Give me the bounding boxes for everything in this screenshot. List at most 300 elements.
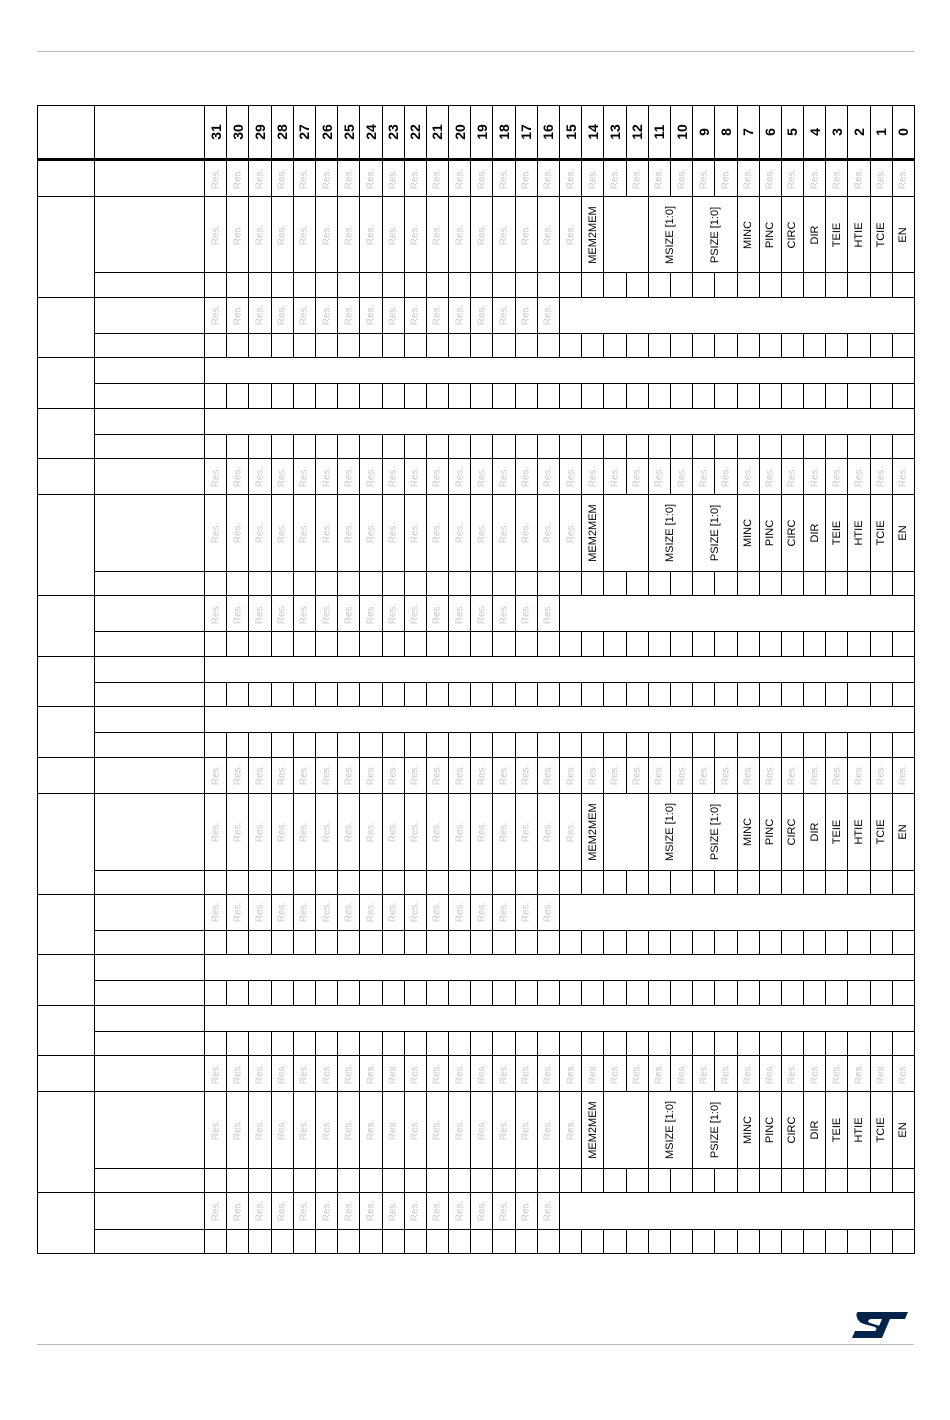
reset-value-cell bbox=[781, 682, 803, 706]
register-name-cell bbox=[95, 358, 205, 384]
field-en: EN bbox=[892, 793, 914, 870]
bit-header-31: 31 bbox=[205, 106, 227, 160]
reserved-bit-cell: Res. bbox=[315, 160, 337, 196]
reserved-bit-cell: Res. bbox=[870, 160, 892, 196]
reserved-bit-cell: Res. bbox=[249, 1193, 271, 1229]
field-address bbox=[205, 408, 915, 434]
reset-value-cell bbox=[493, 931, 515, 955]
reserved-bit-cell: Res. bbox=[205, 793, 227, 870]
reserved-bit-cell: Res. bbox=[449, 196, 471, 273]
reset-value-cell bbox=[515, 273, 537, 297]
reserved-bit-cell: Res. bbox=[604, 459, 626, 495]
bit-header-9: 9 bbox=[693, 106, 715, 160]
register-name-cell bbox=[95, 955, 205, 981]
field-dir: DIR bbox=[804, 495, 826, 572]
reserved-bit-cell: Res. bbox=[249, 495, 271, 572]
reserved-bit-cell: Res. bbox=[560, 1092, 582, 1169]
reserved-bit-cell: Res. bbox=[426, 1056, 448, 1092]
reserved-bit-cell: Res. bbox=[382, 160, 404, 196]
reset-value-cell bbox=[715, 273, 737, 297]
reset-value-cell bbox=[515, 1031, 537, 1055]
reset-value-cell bbox=[848, 682, 870, 706]
reserved-bit-cell: Res. bbox=[848, 1056, 870, 1092]
reset-value-cell bbox=[515, 632, 537, 656]
field-circ: CIRC bbox=[781, 793, 803, 870]
reset-value-cell bbox=[759, 384, 781, 408]
bit-header-22: 22 bbox=[404, 106, 426, 160]
reserved-bit-cell: Res. bbox=[382, 1056, 404, 1092]
reset-value-cell bbox=[848, 1229, 870, 1253]
reserved-bit-cell: Res. bbox=[870, 757, 892, 793]
reserved-bit-cell: Res. bbox=[404, 894, 426, 930]
reset-value-cell bbox=[360, 571, 382, 595]
reset-value-cell bbox=[471, 981, 493, 1005]
reserved-bit-cell: Res. bbox=[293, 160, 315, 196]
reset-value-cell bbox=[737, 571, 759, 595]
reset-value-cell bbox=[338, 682, 360, 706]
reset-value-cell bbox=[471, 682, 493, 706]
reset-value-cell bbox=[892, 733, 914, 757]
reset-value-cell bbox=[271, 1169, 293, 1193]
reserved-bit-cell: Res. bbox=[293, 1193, 315, 1229]
reset-value-cell bbox=[293, 682, 315, 706]
reset-value-cell bbox=[271, 682, 293, 706]
reset-value-cell bbox=[804, 1169, 826, 1193]
field-tcie: TCIE bbox=[870, 793, 892, 870]
reserved-bit-cell: Res. bbox=[493, 596, 515, 632]
reset-value-cell bbox=[360, 434, 382, 458]
reset-value-cell bbox=[271, 1031, 293, 1055]
reset-value-cell bbox=[360, 1031, 382, 1055]
reserved-bit-cell: Res. bbox=[537, 596, 559, 632]
reserved-bit-cell: Res. bbox=[759, 160, 781, 196]
reserved-bit-cell: Res. bbox=[848, 459, 870, 495]
reset-value-cell bbox=[404, 273, 426, 297]
reset-value-cell bbox=[870, 682, 892, 706]
reserved-bit-cell: Res. bbox=[293, 1092, 315, 1169]
reset-value-cell bbox=[626, 733, 648, 757]
reset-value-cell bbox=[737, 384, 759, 408]
reset-value-cell bbox=[249, 870, 271, 894]
reserved-bit-cell: Res. bbox=[449, 596, 471, 632]
bit-header-25: 25 bbox=[338, 106, 360, 160]
reset-value-cell bbox=[781, 870, 803, 894]
offset-cell bbox=[38, 408, 95, 458]
reset-value-cell bbox=[737, 1031, 759, 1055]
reserved-bit-cell: Res. bbox=[537, 459, 559, 495]
reset-value-cell bbox=[493, 870, 515, 894]
reserved-bit-cell: Res. bbox=[870, 1056, 892, 1092]
reset-value-cell bbox=[293, 870, 315, 894]
reset-value-cell bbox=[626, 682, 648, 706]
reserved-bit-cell: Res. bbox=[227, 894, 249, 930]
reset-value-cell bbox=[648, 870, 670, 894]
reserved-bit-cell: Res. bbox=[382, 894, 404, 930]
reset-value-cell bbox=[626, 333, 648, 357]
reset-value-cell bbox=[227, 1169, 249, 1193]
reset-value-cell bbox=[648, 273, 670, 297]
register-name-cell bbox=[95, 495, 205, 572]
reset-value-cell bbox=[382, 273, 404, 297]
reserved-bit-cell: Res. bbox=[449, 160, 471, 196]
reserved-bit-cell: Res. bbox=[892, 1056, 914, 1092]
field-address bbox=[205, 656, 915, 682]
reset-value-cell bbox=[205, 273, 227, 297]
reset-value-cell bbox=[715, 682, 737, 706]
reserved-bit-cell: Res. bbox=[426, 1092, 448, 1169]
reset-value-cell bbox=[582, 273, 604, 297]
reset-value-cell bbox=[604, 632, 626, 656]
reset-value-cell bbox=[382, 1031, 404, 1055]
reset-value-cell bbox=[515, 981, 537, 1005]
reset-value-cell bbox=[560, 333, 582, 357]
reserved-bit-cell: Res. bbox=[493, 894, 515, 930]
reset-value-cell bbox=[737, 870, 759, 894]
reserved-bit-cell: Res. bbox=[360, 1193, 382, 1229]
reset-value-cell bbox=[471, 273, 493, 297]
reset-value-cell bbox=[360, 1169, 382, 1193]
reserved-bit-cell: Res. bbox=[315, 793, 337, 870]
reserved-bit-cell: Res. bbox=[293, 596, 315, 632]
reset-value-cell bbox=[404, 1169, 426, 1193]
reset-value-cell bbox=[715, 931, 737, 955]
reserved-bit-cell: Res. bbox=[205, 160, 227, 196]
reserved-bit-cell: Res. bbox=[626, 160, 648, 196]
bit-header-3: 3 bbox=[826, 106, 848, 160]
field-teie: TEIE bbox=[826, 196, 848, 273]
reset-value-cell bbox=[205, 931, 227, 955]
reset-value-cell bbox=[205, 733, 227, 757]
reserved-bit-cell: Res. bbox=[804, 1056, 826, 1092]
reset-value-cell bbox=[626, 981, 648, 1005]
reserved-bit-cell: Res. bbox=[471, 1092, 493, 1169]
reset-value-cell bbox=[449, 571, 471, 595]
bit-header-5: 5 bbox=[781, 106, 803, 160]
reset-value-cell bbox=[404, 733, 426, 757]
reserved-bit-cell: Res. bbox=[781, 160, 803, 196]
reset-value-cell bbox=[715, 571, 737, 595]
reset-value-cell bbox=[227, 981, 249, 1005]
reset-value-cell bbox=[315, 273, 337, 297]
reserved-bit-cell: Res. bbox=[271, 459, 293, 495]
reset-value-cell bbox=[249, 931, 271, 955]
reset-value-cell bbox=[249, 682, 271, 706]
reserved-bit-cell: Res. bbox=[892, 459, 914, 495]
reserved-bit-cell: Res. bbox=[515, 297, 537, 333]
offset-cell bbox=[38, 1056, 95, 1092]
reserved-bit-cell: Res. bbox=[648, 459, 670, 495]
reset-value-cell bbox=[205, 434, 227, 458]
reserved-bit-cell: Res. bbox=[449, 1193, 471, 1229]
bit-header-0: 0 bbox=[892, 106, 914, 160]
field-psize: PSIZE [1:0] bbox=[693, 495, 737, 572]
reset-value-cell bbox=[715, 384, 737, 408]
field-address bbox=[205, 955, 915, 981]
reset-value-cell bbox=[382, 981, 404, 1005]
reset-value-cell bbox=[759, 1229, 781, 1253]
field-address bbox=[205, 358, 915, 384]
reset-value-cell bbox=[604, 1229, 626, 1253]
reset-value-cell bbox=[693, 981, 715, 1005]
reset-value-cell bbox=[648, 931, 670, 955]
reserved-bit-cell: Res. bbox=[293, 459, 315, 495]
reset-value-cell bbox=[804, 434, 826, 458]
reserved-bit-cell: Res. bbox=[515, 894, 537, 930]
reset-value-cell bbox=[293, 434, 315, 458]
reset-value-cell bbox=[315, 434, 337, 458]
reset-value-cell bbox=[648, 434, 670, 458]
register-name-cell bbox=[95, 1005, 205, 1031]
reserved-bit-cell: Res. bbox=[360, 459, 382, 495]
reset-value-cell bbox=[205, 870, 227, 894]
reset-value-cell bbox=[804, 632, 826, 656]
reset-value-cell bbox=[249, 1229, 271, 1253]
reserved-bit-cell: Res. bbox=[338, 793, 360, 870]
reserved-bit-cell: Res. bbox=[493, 793, 515, 870]
reserved-bit-cell: Res. bbox=[271, 1056, 293, 1092]
reset-value-cell bbox=[515, 571, 537, 595]
reset-value-cell bbox=[404, 931, 426, 955]
reserved-bit-cell: Res. bbox=[471, 793, 493, 870]
reserved-bit-cell: Res. bbox=[715, 1056, 737, 1092]
register-name-cell bbox=[95, 1193, 205, 1229]
reset-value-cell bbox=[804, 273, 826, 297]
bit-header-6: 6 bbox=[759, 106, 781, 160]
reserved-bit-cell: Res. bbox=[715, 160, 737, 196]
reset-value-cell bbox=[804, 571, 826, 595]
reset-value-cell bbox=[515, 1169, 537, 1193]
offset-cell bbox=[38, 1193, 95, 1254]
reset-value-cell bbox=[670, 733, 692, 757]
reserved-bit-cell: Res. bbox=[537, 297, 559, 333]
reset-value-cell bbox=[205, 333, 227, 357]
reset-value-cell bbox=[515, 333, 537, 357]
reset-value-cell bbox=[249, 333, 271, 357]
reset-value-cell bbox=[781, 931, 803, 955]
reset-value-cell bbox=[493, 333, 515, 357]
reset-value-cell bbox=[537, 434, 559, 458]
reserved-bit-cell: Res. bbox=[293, 793, 315, 870]
reset-value-cell bbox=[737, 682, 759, 706]
reset-value-cell bbox=[515, 384, 537, 408]
reset-value-cell bbox=[493, 682, 515, 706]
reset-value-cell bbox=[804, 682, 826, 706]
reset-value-cell bbox=[249, 1169, 271, 1193]
reset-value-cell bbox=[515, 733, 537, 757]
reset-value-cell bbox=[493, 733, 515, 757]
field-mem2mem: MEM2MEM bbox=[582, 196, 604, 273]
reset-value-cell bbox=[560, 870, 582, 894]
reserved-bit-cell: Res. bbox=[271, 894, 293, 930]
reset-value-cell bbox=[471, 1229, 493, 1253]
reset-value-cell bbox=[848, 1031, 870, 1055]
reset-value-cell bbox=[471, 870, 493, 894]
reset-value-cell bbox=[670, 434, 692, 458]
reserved-bit-cell: Res. bbox=[804, 160, 826, 196]
reset-value-cell bbox=[826, 1229, 848, 1253]
reserved-bit-cell: Res. bbox=[205, 297, 227, 333]
reset-value-cell bbox=[205, 1169, 227, 1193]
reserved-bit-cell: Res. bbox=[338, 1193, 360, 1229]
offset-header bbox=[38, 106, 95, 160]
field-en: EN bbox=[892, 1092, 914, 1169]
bit-header-10: 10 bbox=[670, 106, 692, 160]
reset-value-cell bbox=[693, 682, 715, 706]
reset-value-cell bbox=[493, 1031, 515, 1055]
reset-label-cell bbox=[95, 931, 205, 955]
reset-value-cell bbox=[471, 1031, 493, 1055]
reset-value-cell bbox=[737, 931, 759, 955]
reset-value-cell bbox=[870, 1031, 892, 1055]
reset-value-cell bbox=[582, 384, 604, 408]
field-en: EN bbox=[892, 196, 914, 273]
reset-value-cell bbox=[205, 981, 227, 1005]
reset-value-cell bbox=[870, 931, 892, 955]
reserved-bit-cell: Res. bbox=[892, 160, 914, 196]
reset-value-cell bbox=[493, 1169, 515, 1193]
reserved-bit-cell: Res. bbox=[382, 196, 404, 273]
reset-value-cell bbox=[781, 981, 803, 1005]
reserved-bit-cell: Res. bbox=[338, 1092, 360, 1169]
reserved-bit-cell: Res. bbox=[404, 160, 426, 196]
reset-value-cell bbox=[715, 1169, 737, 1193]
reset-value-cell bbox=[537, 981, 559, 1005]
reserved-bit-cell: Res. bbox=[360, 894, 382, 930]
reset-value-cell bbox=[781, 434, 803, 458]
reset-value-cell bbox=[826, 273, 848, 297]
reset-value-cell bbox=[249, 273, 271, 297]
reset-value-cell bbox=[781, 1229, 803, 1253]
reserved-bit-cell: Res. bbox=[271, 297, 293, 333]
reserved-bit-cell: Res. bbox=[360, 757, 382, 793]
field-tcie: TCIE bbox=[870, 495, 892, 572]
reset-value-cell bbox=[360, 333, 382, 357]
reserved-bit-cell: Res. bbox=[471, 757, 493, 793]
reset-value-cell bbox=[826, 1031, 848, 1055]
reset-value-cell bbox=[426, 870, 448, 894]
reserved-bit-cell: Res. bbox=[693, 757, 715, 793]
reserved-bit-cell: Res. bbox=[360, 160, 382, 196]
reserved-bit-cell: Res. bbox=[338, 459, 360, 495]
register-name-cell bbox=[95, 793, 205, 870]
reset-value-cell bbox=[560, 981, 582, 1005]
reset-value-cell bbox=[338, 434, 360, 458]
reset-value-cell bbox=[737, 632, 759, 656]
field-mem2mem: MEM2MEM bbox=[582, 495, 604, 572]
reset-value-cell bbox=[449, 1229, 471, 1253]
reserved-bit-cell: Res. bbox=[227, 596, 249, 632]
reset-value-cell bbox=[670, 682, 692, 706]
reset-value-cell bbox=[582, 733, 604, 757]
field-teie: TEIE bbox=[826, 793, 848, 870]
reset-value-cell bbox=[426, 571, 448, 595]
reset-value-cell bbox=[293, 931, 315, 955]
reset-value-cell bbox=[670, 571, 692, 595]
field-tcie: TCIE bbox=[870, 1092, 892, 1169]
reset-value-cell bbox=[604, 682, 626, 706]
reserved-bit-cell: Res. bbox=[493, 1193, 515, 1229]
reserved-bit-cell: Res. bbox=[315, 297, 337, 333]
reset-value-cell bbox=[759, 931, 781, 955]
reset-value-cell bbox=[759, 434, 781, 458]
reset-value-cell bbox=[537, 1169, 559, 1193]
reset-value-cell bbox=[249, 1031, 271, 1055]
reset-value-cell bbox=[227, 733, 249, 757]
reset-value-cell bbox=[404, 682, 426, 706]
reset-value-cell bbox=[338, 981, 360, 1005]
reset-value-cell bbox=[826, 981, 848, 1005]
reset-value-cell bbox=[759, 870, 781, 894]
reserved-bit-cell: Res. bbox=[493, 495, 515, 572]
bottom-rule bbox=[37, 1344, 914, 1345]
reset-value-cell bbox=[493, 1229, 515, 1253]
reset-value-cell bbox=[382, 1169, 404, 1193]
reset-value-cell bbox=[693, 434, 715, 458]
field-dir: DIR bbox=[804, 793, 826, 870]
reset-value-cell bbox=[338, 632, 360, 656]
reset-label-cell bbox=[95, 1229, 205, 1253]
reset-value-cell bbox=[693, 632, 715, 656]
reset-value-cell bbox=[426, 1229, 448, 1253]
reset-value-cell bbox=[227, 870, 249, 894]
reset-value-cell bbox=[848, 434, 870, 458]
reserved-bit-cell: Res. bbox=[205, 757, 227, 793]
reset-value-cell bbox=[271, 434, 293, 458]
reset-value-cell bbox=[249, 434, 271, 458]
reset-value-cell bbox=[271, 981, 293, 1005]
reset-value-cell bbox=[249, 981, 271, 1005]
reset-value-cell bbox=[537, 571, 559, 595]
offset-cell bbox=[38, 757, 95, 793]
reserved-bit-cell: Res. bbox=[648, 160, 670, 196]
reset-value-cell bbox=[693, 333, 715, 357]
reserved-bit-cell: Res. bbox=[315, 1056, 337, 1092]
reset-value-cell bbox=[870, 384, 892, 408]
reset-value-cell bbox=[892, 1229, 914, 1253]
reserved-bit-cell: Res. bbox=[227, 1092, 249, 1169]
reserved-bit-cell: Res. bbox=[315, 495, 337, 572]
reset-value-cell bbox=[826, 1169, 848, 1193]
reserved-bit-cell: Res. bbox=[271, 596, 293, 632]
reset-value-cell bbox=[382, 931, 404, 955]
reserved-bit-cell: Res. bbox=[693, 160, 715, 196]
reserved-bit-cell: Res. bbox=[249, 459, 271, 495]
reset-value-cell bbox=[338, 733, 360, 757]
reset-value-cell bbox=[293, 384, 315, 408]
register-name-cell bbox=[95, 596, 205, 632]
reset-value-cell bbox=[293, 632, 315, 656]
reserved-bit-cell: Res. bbox=[338, 1056, 360, 1092]
reset-value-cell bbox=[537, 384, 559, 408]
reset-value-cell bbox=[426, 931, 448, 955]
field-htie: HTIE bbox=[848, 495, 870, 572]
reset-value-cell bbox=[205, 1031, 227, 1055]
reset-value-cell bbox=[560, 571, 582, 595]
reset-value-cell bbox=[382, 571, 404, 595]
reset-value-cell bbox=[870, 1169, 892, 1193]
offset-cell bbox=[38, 1092, 95, 1193]
register-name-cell bbox=[95, 1092, 205, 1169]
reset-value-cell bbox=[804, 333, 826, 357]
reserved-bit-cell: Res. bbox=[781, 459, 803, 495]
reset-value-cell bbox=[560, 384, 582, 408]
field-ndt bbox=[560, 596, 915, 632]
reset-value-cell bbox=[648, 632, 670, 656]
reset-value-cell bbox=[338, 931, 360, 955]
reset-value-cell bbox=[271, 571, 293, 595]
reserved-bit-cell: Res. bbox=[360, 1056, 382, 1092]
reserved-bit-cell: Res. bbox=[715, 757, 737, 793]
